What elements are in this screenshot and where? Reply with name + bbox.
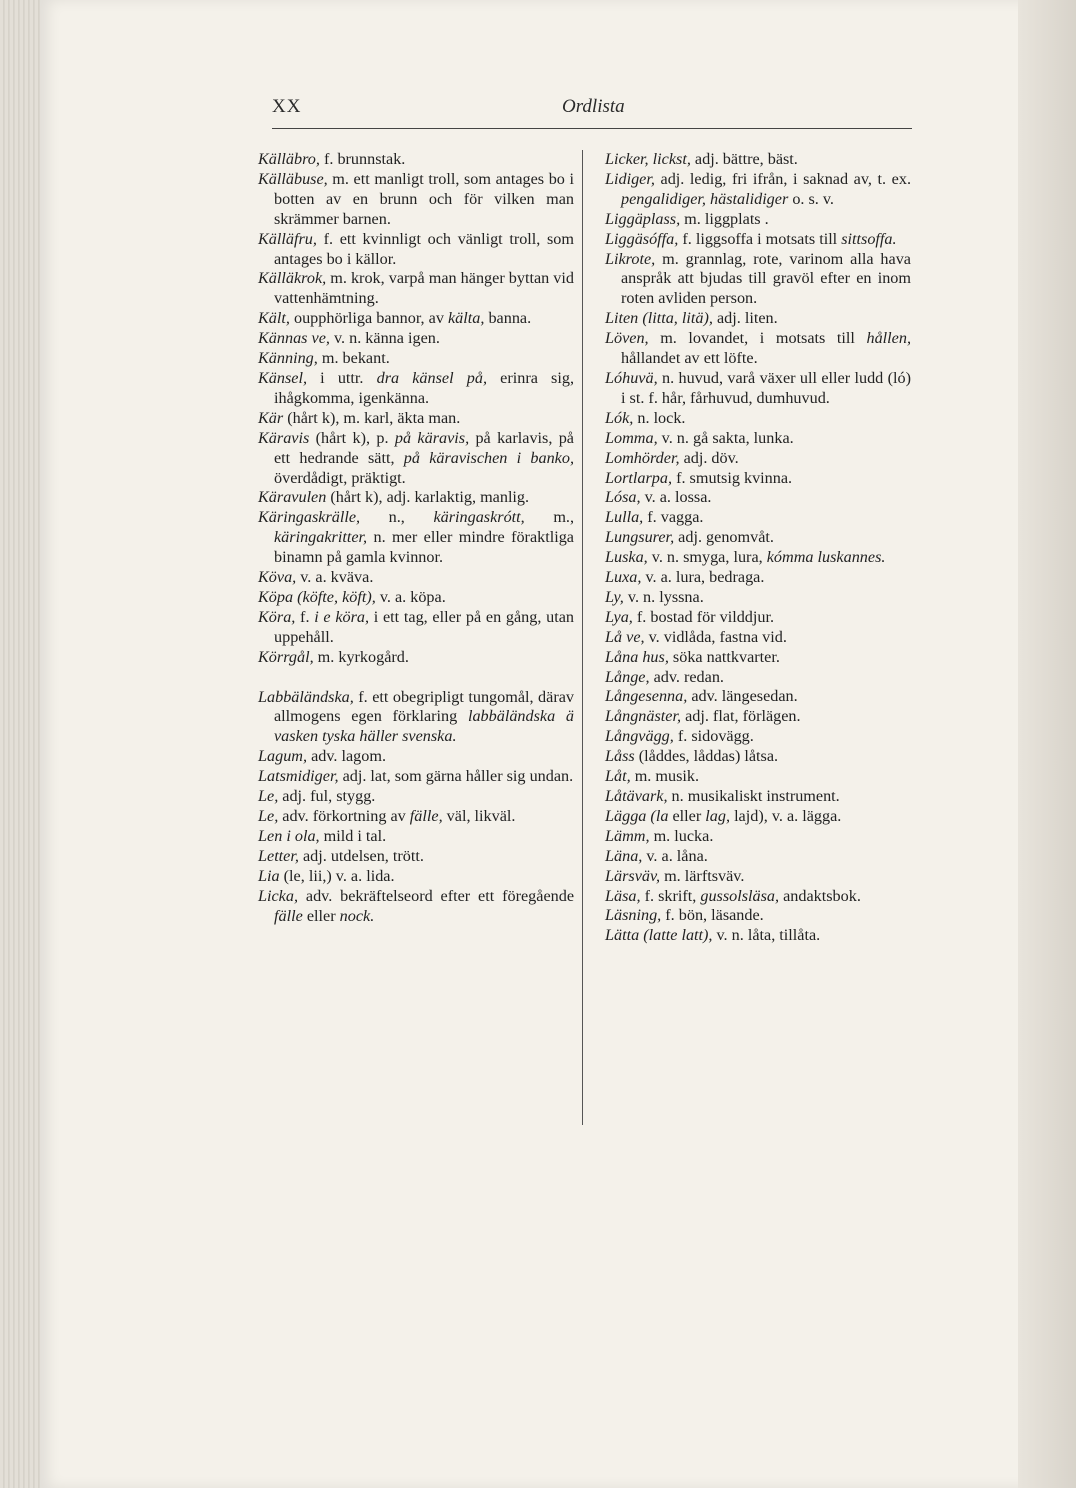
dictionary-entry: Läsa, f. skrift, gussolsläsa, andaktsbok. xyxy=(605,886,861,905)
dictionary-entry: Käringaskrälle, n., käringaskrótt, m., käringakritter, n. mer eller mindre föraktliga binamn på gamla kvinnor. xyxy=(258,508,575,567)
dictionary-entry: Len i ola, mild i tal. xyxy=(258,826,387,845)
dictionary-entry: Lungsurer, adj. genomvåt. xyxy=(605,528,774,547)
dictionary-entry: Lämm, m. lucka. xyxy=(605,826,714,845)
dictionary-entry: Lagum, adv. lagom. xyxy=(258,747,386,766)
dictionary-entry: Låtävark, n. musikaliskt instrument. xyxy=(605,787,840,805)
dictionary-entry: Le, adv. förkortning av fälle, väl, likväl. xyxy=(258,807,516,825)
dictionary-entry: Luska, v. n. smyga, lura, kómma luskannes. xyxy=(605,548,886,567)
page-number: XX xyxy=(272,96,302,117)
dictionary-entry: Käravulen (hårt k), adj. karlaktig, manlig. xyxy=(258,488,530,507)
left-column xyxy=(258,150,574,926)
dictionary-entry: Köra, f. i e köra, i ett tag, eller på en gång, utan uppehåll. xyxy=(258,607,574,646)
dictionary-entry: Lomma, v. n. gå sakta, lunka. xyxy=(605,428,794,447)
dictionary-entry: Lóhuvä, n. huvud, varå växer ull eller ludd (ló) i st. f. hår, fårhuvud, dumhuvud. xyxy=(605,368,911,407)
dictionary-entry: Lósa, v. a. lossa. xyxy=(605,488,712,507)
dictionary-entry: Licker, lickst, adj. bättre, bäst. xyxy=(605,150,798,168)
dictionary-entry: Källäkrok, m. krok, varpå man hänger byttan vid vattenhämtning. xyxy=(258,269,574,308)
dictionary-entry: Köva, v. a. kväva. xyxy=(258,568,374,587)
page-right-edge xyxy=(1018,0,1076,1488)
dictionary-entry: Lomhörder, adj. döv. xyxy=(605,448,739,467)
dictionary-entry: Lägga (la eller lag, lajd), v. a. lägga. xyxy=(605,806,842,825)
dictionary-entry: Känning, m. bekant. xyxy=(258,349,390,368)
column-divider xyxy=(582,150,583,1125)
dictionary-entry: Lulla, f. vagga. xyxy=(605,508,704,527)
dictionary-entry: Läna, v. a. låna. xyxy=(605,846,708,865)
dictionary-entry: Lärsväv, m. lärftsväv. xyxy=(605,866,745,885)
dictionary-entry: Käravis (hårt k), p. på käravis, på karlavis, på ett hedrande sätt, på käravischen i banko, överdådigt, präktigt. xyxy=(258,428,574,487)
dictionary-entry: Lók, n. lock. xyxy=(605,408,686,427)
dictionary-entry: Lya, f. bostad för vilddjur. xyxy=(605,607,775,626)
dictionary-entry: Letter, adj. utdelsen, trött. xyxy=(258,846,424,865)
dictionary-entry: Labbäländska, f. ett obegripligt tungomål, därav allmogens egen förklaring labbäländska ä vasken tyska häller svenska. xyxy=(258,687,574,746)
running-title: Ordlista xyxy=(562,96,625,117)
dictionary-entry: Långvägg, f. sidovägg. xyxy=(605,727,754,746)
dictionary-entry: Kännas ve, v. n. känna igen. xyxy=(258,329,440,348)
dictionary-entry: Latsmidiger, adj. lat, som gärna håller sig undan. xyxy=(258,767,574,786)
dictionary-entry: Lia (le, lii,) v. a. lida. xyxy=(258,866,395,885)
dictionary-entry: Låss (låddes, låddas) låtsa. xyxy=(605,747,779,766)
dictionary-entry: Kält, oupphörliga bannor, av kälta, banna. xyxy=(258,309,532,328)
dictionary-entry: Likrote, m. grannlag, rote, varinom alla hava anspråk att bjudas till gravöl efter en inom roten avliden person. xyxy=(605,249,911,308)
dictionary-entry: Liten (litta, litä), adj. liten. xyxy=(605,309,778,328)
dictionary-entry: Ly, v. n. lyssna. xyxy=(605,587,704,606)
right-column xyxy=(605,150,911,946)
dictionary-entry: Källäfru, f. ett kvinnligt och vänligt troll, som antages bo i källor. xyxy=(258,229,574,268)
header-rule xyxy=(272,128,912,129)
dictionary-entry: Känsel, i uttr. dra känsel på, erinra sig, ihågkomma, igenkänna. xyxy=(258,368,574,407)
dictionary-entry: Körrgål, m. kyrkogård. xyxy=(258,647,409,666)
dictionary-entry: Le, adj. ful, stygg. xyxy=(258,787,376,806)
dictionary-entry: Luxa, v. a. lura, bedraga. xyxy=(605,568,765,587)
dictionary-entry: Lidiger, adj. ledig, fri ifrån, i saknad av, t. ex. pengalidiger, hästalidiger o. s. v. xyxy=(605,169,911,208)
dictionary-entry: Kär (hårt k), m. karl, äkta man. xyxy=(258,408,461,427)
dictionary-entry: Källäbro, f. brunnstak. xyxy=(258,150,406,168)
dictionary-entry: Liggäsóffa, f. liggsoffa i motsats till sittsoffa. xyxy=(605,229,897,248)
dictionary-entry: Löven, m. lovandet, i motsats till hållen, hållandet av ett löfte. xyxy=(605,329,911,368)
running-head xyxy=(272,96,912,124)
dictionary-entry: Lätta (latte latt), v. n. låta, tillåta. xyxy=(605,926,821,945)
dictionary-entry: Långnäster, adj. flat, förlägen. xyxy=(605,707,801,726)
dictionary-entry: Låna hus, söka nattkvarter. xyxy=(605,647,780,666)
dictionary-entry: Låt, m. musik. xyxy=(605,767,700,786)
dictionary-entry: Liggäplass, m. liggplats . xyxy=(605,209,769,228)
dictionary-entry: Köpa (köfte, köft), v. a. köpa. xyxy=(258,587,446,606)
dictionary-entry: Källäbuse, m. ett manligt troll, som antages bo i botten av en brunn och för vilken man skrämmer barnen. xyxy=(258,169,574,228)
dictionary-entry: Licka, adv. bekräftelseord efter ett föregående fälle eller nock. xyxy=(258,886,574,925)
dictionary-entry: Läsning, f. bön, läsande. xyxy=(605,906,764,925)
dictionary-entry: Långe, adv. redan. xyxy=(605,667,724,686)
dictionary-entry: Lå ve, v. vidlåda, fastna vid. xyxy=(605,627,787,646)
dictionary-entry: Långesenna, adv. längesedan. xyxy=(605,687,798,706)
dictionary-entry: Lortlarpa, f. smutsig kvinna. xyxy=(605,468,793,487)
